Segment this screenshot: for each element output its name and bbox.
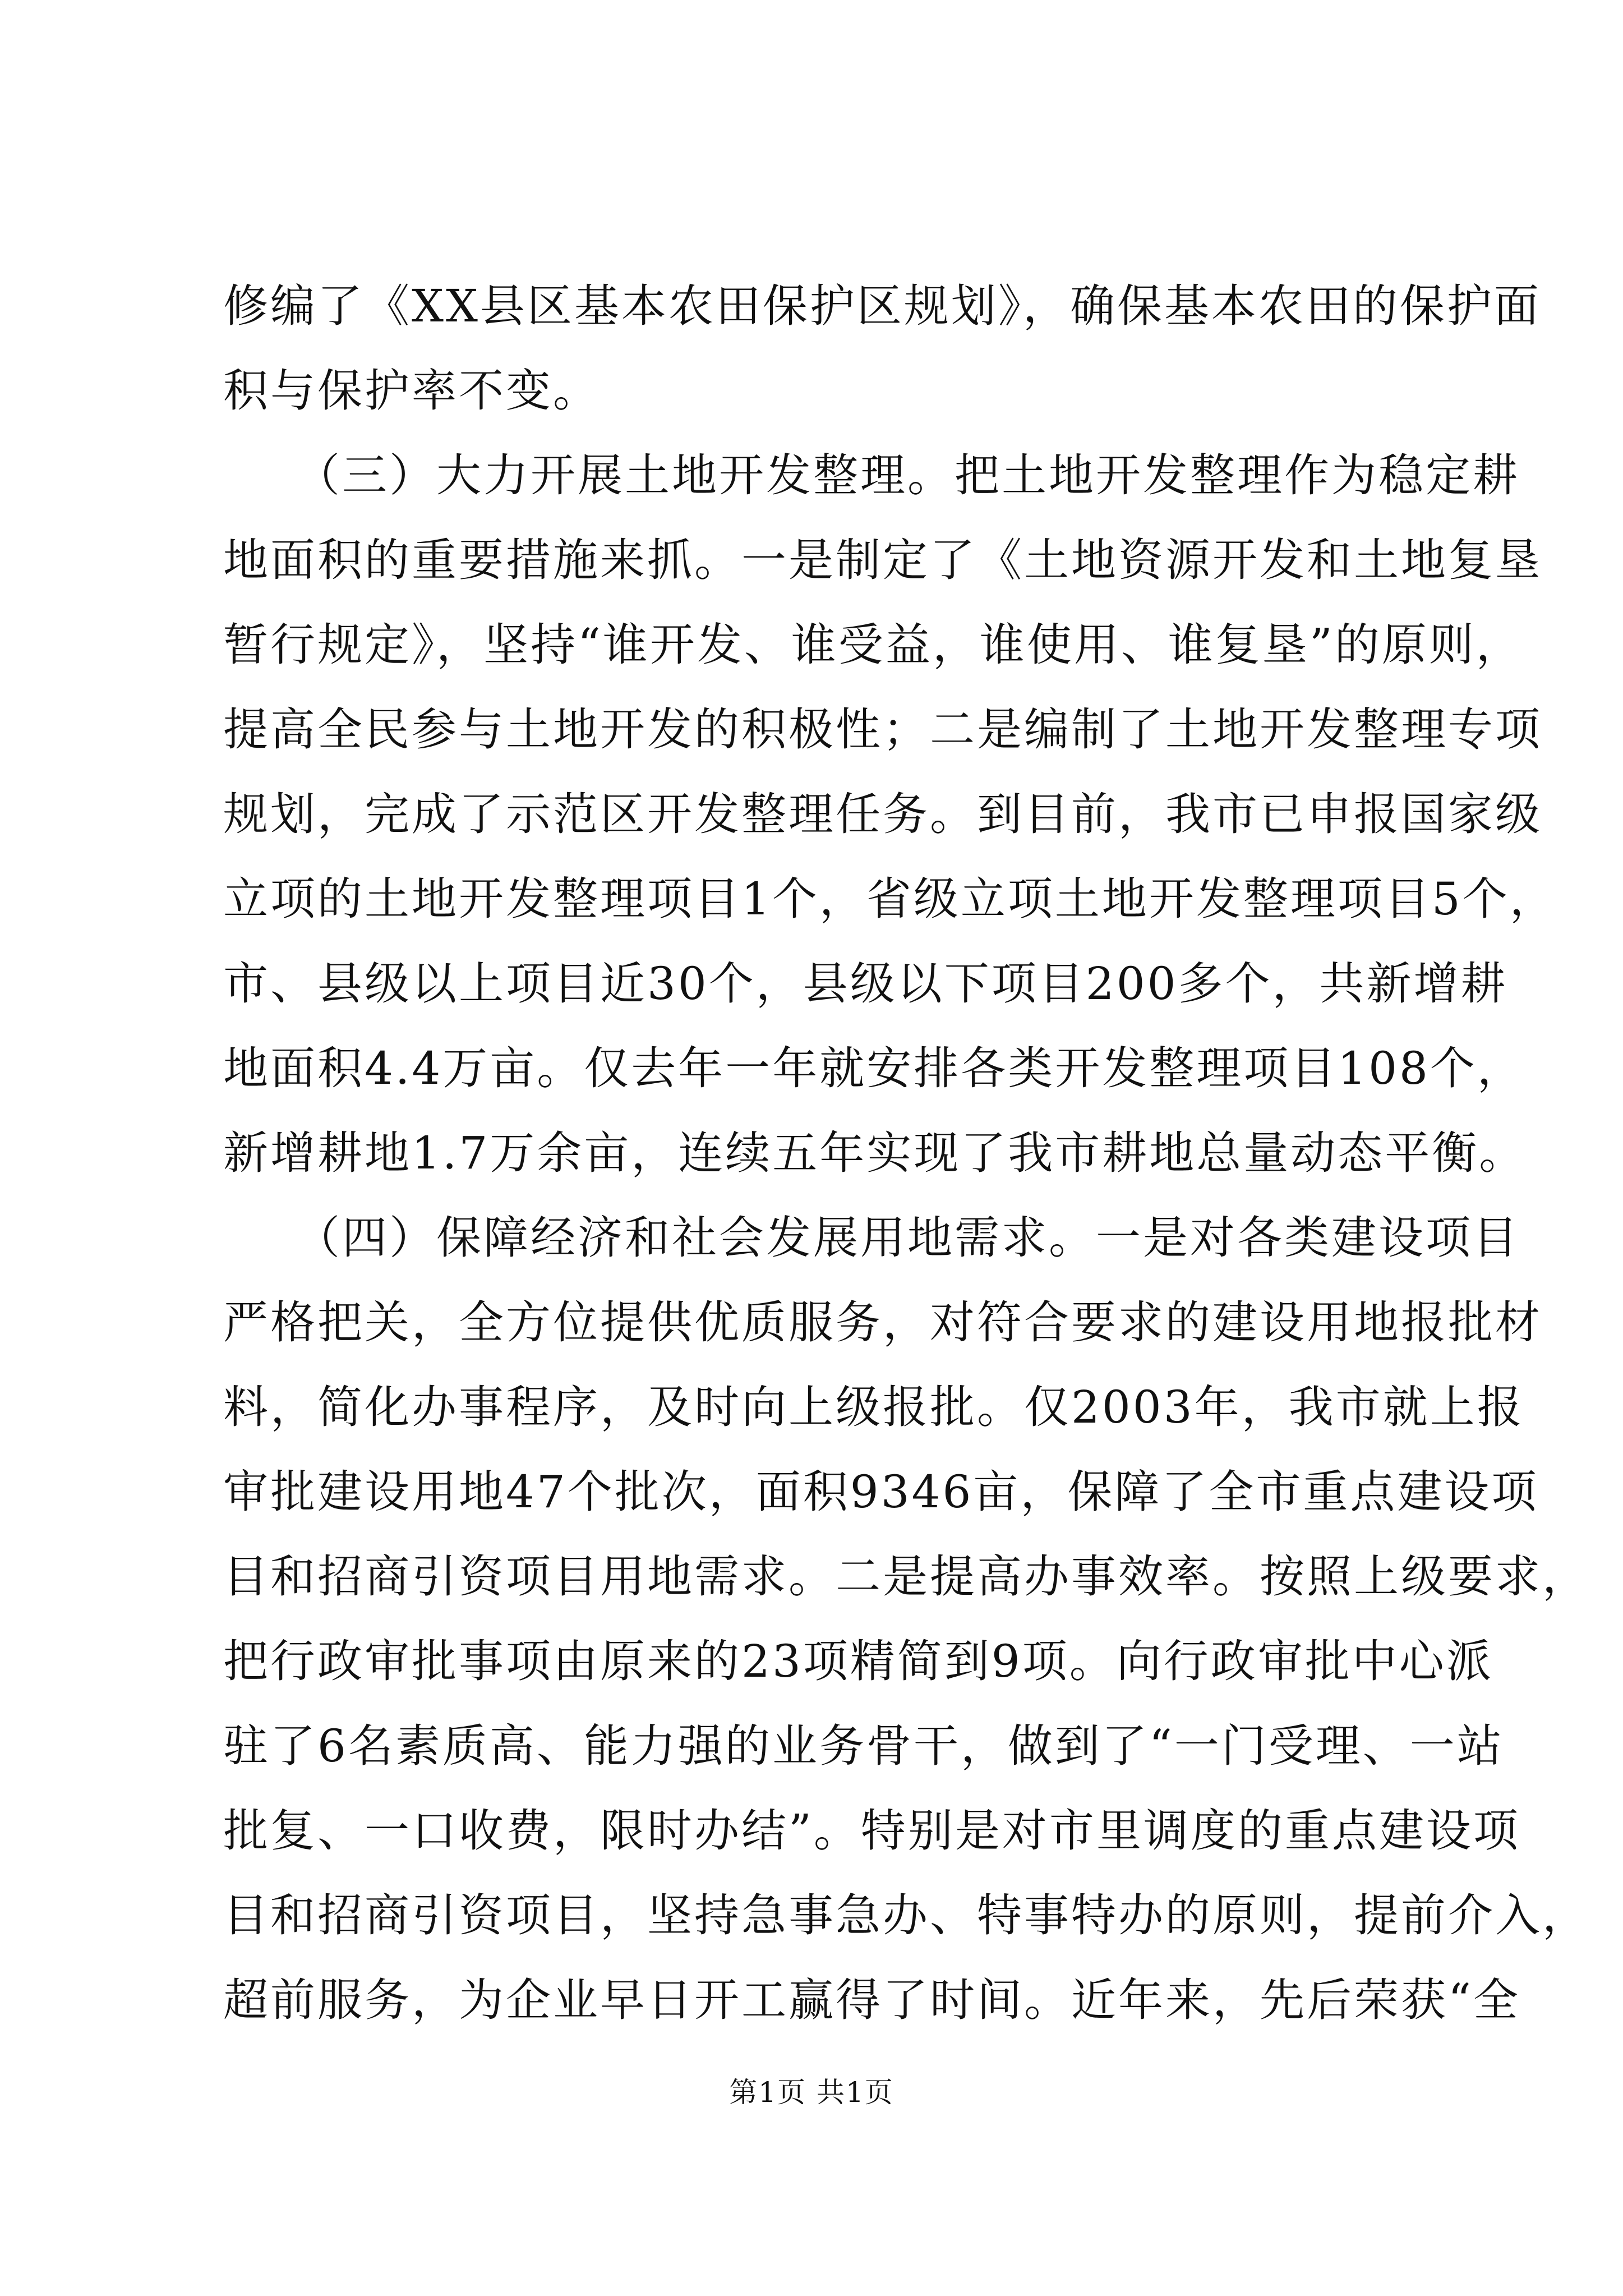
text-line-20: 目和招商引资项目，坚持急事急办、特事特办的原则，提前介入， xyxy=(223,1889,1589,1941)
text-line-9: 市、县级以上项目近30个，县级以下项目200多个，共新增耕 xyxy=(223,958,1508,1010)
text-line-4: 地面积的重要措施来抓。一是制定了《土地资源开发和土地复垦 xyxy=(223,534,1542,586)
text-line-12: （四）保障经济和社会发展用地需求。一是对各类建设项目 xyxy=(223,1212,1520,1264)
text-line-3: （三）大力开展土地开发整理。把土地开发整理作为稳定耕 xyxy=(223,449,1520,501)
text-line-14: 料，简化办事程序，及时向上级报批。仅2003年，我市就上报 xyxy=(223,1381,1524,1433)
text-line-18: 驻了6名素质高、能力强的业务骨干，做到了“一门受理、一站 xyxy=(223,1720,1504,1772)
text-line-1: 修编了《XX县区基本农田保护区规划》，确保基本农田的保护面 xyxy=(223,280,1541,332)
text-line-6: 提高全民参与土地开发的积极性；二是编制了土地开发整理专项 xyxy=(223,703,1542,756)
page-footer: 第1页 共1页 xyxy=(729,2076,894,2109)
text-line-7: 规划，完成了示范区开发整理任务。到目前，我市已申报国家级 xyxy=(223,788,1542,840)
text-line-8: 立项的土地开发整理项目1个，省级立项土地开发整理项目5个， xyxy=(223,873,1557,925)
text-line-13: 严格把关，全方位提供优质服务，对符合要求的建设用地报批材 xyxy=(223,1296,1542,1349)
text-line-11: 新增耕地1.7万余亩，连续五年实现了我市耕地总量动态平衡。 xyxy=(223,1127,1527,1179)
text-line-21: 超前服务，为企业早日开工赢得了时间。近年来，先后荣获“全 xyxy=(223,1974,1520,2026)
text-line-10: 地面积4.4万亩。仅去年一年就安排各类开发整理项目108个， xyxy=(223,1042,1524,1094)
text-line-17: 把行政审批事项由原来的23项精简到9项。向行政审批中心派 xyxy=(223,1635,1493,1687)
text-line-5: 暂行规定》，坚持“谁开发、谁受益，谁使用、谁复垦”的原则， xyxy=(223,619,1523,671)
text-line-19: 批复、一口收费，限时办结”。特别是对市里调度的重点建设项 xyxy=(223,1805,1520,1857)
text-line-15: 审批建设用地47个批次，面积9346亩，保障了全市重点建设项 xyxy=(223,1466,1539,1518)
text-line-16: 目和招商引资项目用地需求。二是提高办事效率。按照上级要求， xyxy=(223,1550,1589,1603)
text-line-2: 积与保护率不变。 xyxy=(223,365,600,417)
document-body xyxy=(223,264,1589,2042)
